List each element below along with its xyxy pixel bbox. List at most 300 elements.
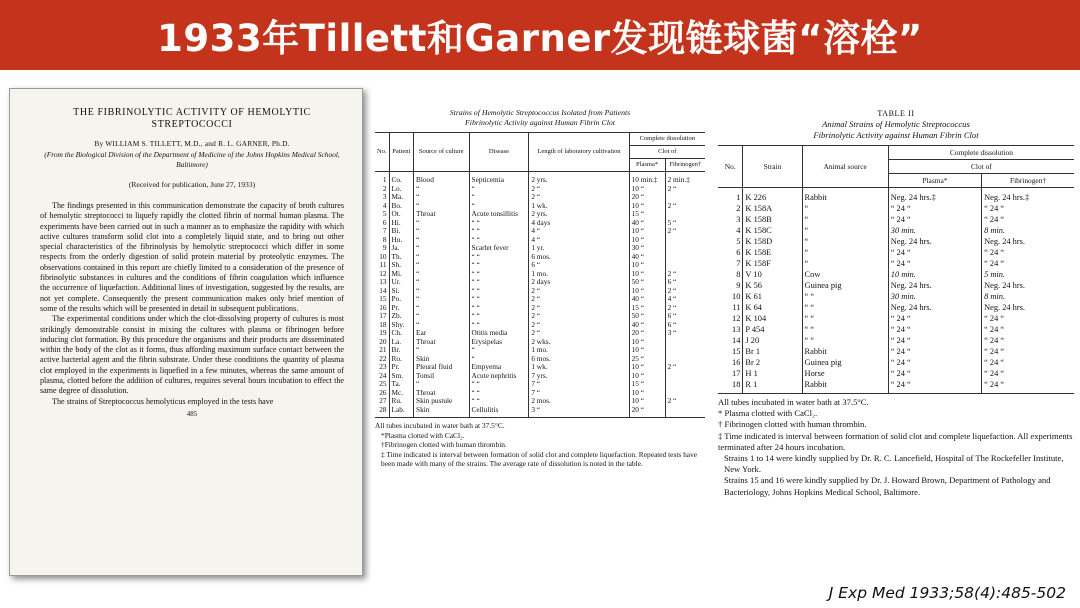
- table2-cell: K 158D: [743, 236, 802, 247]
- table2-cell: K 61: [743, 291, 802, 302]
- table1-cell: 2: [382, 183, 387, 193]
- table2-number: TABLE II: [877, 109, 915, 118]
- table1-cell: 1 yr.: [529, 244, 629, 253]
- table2-note: Strains 15 and 16 were kindly supplied by Dr. J. Howard Brown, Department of Pathology and Bacteriology, Johns Hopkins Medical School, Baltimore.: [724, 475, 1051, 497]
- table1-cell: Ch.: [389, 329, 413, 338]
- table1-cell: “ “: [469, 380, 529, 389]
- table1-cell: “: [414, 193, 470, 202]
- table1-cell: 15: [379, 294, 387, 303]
- paper-authors: By WILLIAM S. TILLETT, M.D., and R. L. GARNER, Ph.D.: [94, 139, 290, 148]
- table2-cell: 15: [732, 347, 741, 356]
- table1-cell: Tonsil: [414, 372, 470, 381]
- table1-cell: 10 “: [629, 202, 665, 211]
- table1-cell: Th.: [389, 253, 413, 262]
- table1-cell: “ “: [469, 389, 529, 398]
- table2-cell: 5: [736, 237, 741, 246]
- table2-cell: “ 24 “: [982, 379, 1074, 394]
- table1-cell: 2 “: [529, 312, 629, 321]
- table1-cell: “: [414, 219, 470, 228]
- table1-cell: [665, 346, 705, 355]
- table2-cell: “: [802, 236, 888, 247]
- table1-cell: Ro.: [389, 355, 413, 364]
- table1-cell: 10 “: [629, 363, 665, 372]
- table1-row: [375, 219, 705, 228]
- table1-cell: 10 min.‡: [629, 172, 665, 185]
- table2-cell: Neg. 24 hrs.‡: [982, 188, 1074, 204]
- table1-cell: Throat: [414, 210, 470, 219]
- table2-cell: 8 min.: [982, 291, 1074, 302]
- table1-cell: 16: [379, 302, 387, 312]
- table1-cell: “ “: [469, 227, 529, 236]
- table2-cell: K 64: [743, 302, 802, 313]
- table1-cell: 2 wks.: [529, 338, 629, 347]
- table1-cell: 2 min.‡: [665, 172, 705, 185]
- table1-cell: 10 “: [629, 397, 665, 406]
- table1-notes: [375, 421, 705, 469]
- table1-cell: Skin: [414, 406, 470, 418]
- table1-cell: Hi.: [389, 219, 413, 228]
- table2-cell: R 1: [743, 379, 802, 394]
- table1-cell: Pr.: [389, 363, 413, 372]
- table1-cell: Lo.: [389, 185, 413, 194]
- table1-header-fibrinogen: Fibrinogen†: [665, 159, 705, 172]
- table1-cell: 5 “: [665, 219, 705, 228]
- table1-cell: Bo.: [389, 202, 413, 211]
- table1-cell: 6 “: [665, 312, 705, 321]
- table2-cell: “ 24 “: [982, 324, 1074, 335]
- table1-cell: 4 “: [529, 236, 629, 245]
- table2-cell: Neg. 24 hrs.: [982, 236, 1074, 247]
- table2-cell: “ “: [802, 302, 888, 313]
- table1-cell: Septicemia: [469, 172, 529, 185]
- table1-cell: 12: [379, 268, 387, 278]
- table1-cell: 4 “: [665, 295, 705, 304]
- table1-cell: “ “: [469, 397, 529, 406]
- table1-cell: “ “: [469, 270, 529, 279]
- table2-cell: “ 24 “: [982, 247, 1074, 258]
- table1-cell: “: [414, 278, 470, 287]
- table1-cell: [665, 244, 705, 253]
- table2-row: [718, 269, 1074, 280]
- table2-note: ‡ Time indicated is interval between formation of solid clot and complete liquefaction. All experiments terminated after 24 hours incubation.: [718, 430, 1073, 452]
- table1-cell: 2 “: [665, 304, 705, 313]
- table1-cell: 4 “: [529, 227, 629, 236]
- table1-note: All tubes incubated in water bath at 37.5°C.: [375, 421, 505, 430]
- table2-cell: “ 24 “: [982, 368, 1074, 379]
- table1-cell: “ “: [469, 287, 529, 296]
- table1-cell: “ “: [469, 219, 529, 228]
- table1-cell: 3 “: [529, 406, 629, 418]
- table2-cell: 8: [736, 270, 741, 279]
- table1-cell: “: [469, 202, 529, 211]
- table2-cell: K 226: [743, 188, 802, 204]
- table2-cell: Neg. 24 hrs.: [888, 280, 981, 291]
- table1-cell: 4: [382, 200, 387, 210]
- table2-cell: “ 24 “: [982, 203, 1074, 214]
- table1-header-length: Length of laboratory cultivation: [529, 133, 629, 172]
- table1-cell: Ot.: [389, 210, 413, 219]
- table1-row: [375, 406, 705, 418]
- table2-cell: 2: [736, 204, 741, 213]
- table1-row: [375, 295, 705, 304]
- table2-row: [718, 368, 1074, 379]
- table2-notes: [718, 397, 1074, 498]
- table1-cell: 17: [379, 311, 387, 320]
- table2-cell: H 1: [743, 368, 802, 379]
- table1-cell: 10 “: [629, 261, 665, 270]
- table2-cell: 30 min.: [888, 291, 981, 302]
- table2-cell: “ “: [802, 313, 888, 324]
- table2-cell: Neg. 24 hrs.: [888, 302, 981, 313]
- table2-grid: [718, 145, 1074, 394]
- table2-row: [718, 335, 1074, 346]
- table1-cell: Shy.: [389, 321, 413, 330]
- table1-cell: 22: [379, 353, 387, 363]
- table2-cell: 10: [732, 292, 741, 301]
- table2-cell: “ 24 “: [982, 357, 1074, 368]
- table2-cell: P 454: [743, 324, 802, 335]
- table1-cell: 6 “: [665, 278, 705, 287]
- paper-title: THE FIBRINOLYTIC ACTIVITY OF HEMOLYTIC STREPTOCOCCI: [73, 107, 311, 130]
- table1-cell: 10 “: [629, 346, 665, 355]
- table1-cell: 10 “: [629, 338, 665, 347]
- table1-cell: 7 yrs.: [529, 372, 629, 381]
- table2-header-clot-of: Clot of: [888, 160, 1074, 174]
- table1-cell: Ur.: [389, 278, 413, 287]
- table2-cell: Neg. 24 hrs.: [982, 302, 1074, 313]
- table1-cell: 10 “: [629, 227, 665, 236]
- table2-cell: 14: [732, 336, 741, 345]
- table1-cell: 15 “: [629, 304, 665, 313]
- table1-cell: 21: [379, 345, 387, 354]
- table2-cell: K 158A: [743, 203, 802, 214]
- table2-caption-1: Animal Strains of Hemolytic Streptococcus: [822, 119, 970, 129]
- table1-cell: 10: [379, 251, 387, 261]
- table1-cell: Ta.: [389, 380, 413, 389]
- table1-cell: “: [414, 287, 470, 296]
- table1-cell: “: [414, 295, 470, 304]
- table2-cell: “ 24 “: [888, 357, 981, 368]
- table2-row: [718, 346, 1074, 357]
- table1-cell: Ja.: [389, 244, 413, 253]
- table2-cell: 8 min.: [982, 225, 1074, 236]
- table1-cell: [665, 253, 705, 262]
- table1-cell: Empyema: [469, 363, 529, 372]
- table2-row: [718, 324, 1074, 335]
- table2-cell: “ 24 “: [982, 313, 1074, 324]
- table2-cell: 18: [718, 379, 743, 394]
- table1-row: [375, 172, 705, 185]
- table2-cell: 11: [732, 303, 741, 312]
- table1-cell: “ “: [469, 321, 529, 330]
- table1-grid: [375, 132, 705, 418]
- table1-cell: 1 mo.: [529, 270, 629, 279]
- table1-row: [375, 287, 705, 296]
- table1-cell: 1 mo.: [529, 346, 629, 355]
- table1-cell: 3: [382, 192, 387, 201]
- table1-cell: Bi.: [389, 227, 413, 236]
- table1-cell: Throat: [414, 389, 470, 398]
- table2-cell: 16: [732, 358, 741, 367]
- table1-cell: 24: [379, 370, 387, 380]
- table2-cell: “ “: [802, 335, 888, 346]
- table1-cell: [665, 372, 705, 381]
- table1-cell: 5: [382, 209, 387, 218]
- table1-cell: 25 “: [629, 355, 665, 364]
- table1-cell: “: [414, 304, 470, 313]
- table1-cell: 2 “: [529, 295, 629, 304]
- table1-cell: Scarlet fever: [469, 244, 529, 253]
- table1-cell: 1: [382, 175, 387, 184]
- table1-cell: 10 “: [629, 270, 665, 279]
- table1-cell: “: [414, 244, 470, 253]
- table1-cell: “: [469, 346, 529, 355]
- table1-cell: “: [414, 227, 470, 236]
- table1-note: *Plasma clotted with CaCl₂.: [381, 430, 465, 440]
- table1-cell: [665, 236, 705, 245]
- table1-cell: 4 days: [529, 219, 629, 228]
- table1-header-complete: Complete dissolution: [629, 133, 705, 146]
- table1-row: [375, 372, 705, 381]
- table2-note: All tubes incubated in water bath at 37.5°C.: [718, 397, 869, 407]
- paper-paragraph: The strains of Streptococcus hemolyticus employed in the tests have: [52, 396, 274, 406]
- table1-cell: 27: [379, 396, 387, 405]
- table1-cell: 8: [382, 234, 387, 244]
- table2-cell: Guinea pig: [802, 280, 888, 291]
- table1-cell: La.: [389, 338, 413, 347]
- table1-note: ‡ Time indicated is interval between formation of solid clot and complete liquefaction. Repeated tests have been made with many of the strains. The average rate of dissolution is noted in the table.: [381, 449, 698, 468]
- table1-cell: 15 “: [629, 380, 665, 389]
- slide-title-bar: [0, 0, 1080, 70]
- paper-first-page-image: [9, 88, 363, 576]
- paper-paragraph: The experimental conditions under which the clot-dissolving property of cultures is most strikingly demonstrable consist in mixing the cultures with plasma or fibrinogen before inducing clot formation. By this procedure the organisms and their products are disseminated within the body of the clot as it forms, thus affording maximum surface contact between the active bacterial agent and the fibrin substrate. Under these conditions the quantity of plasma clot employed in the experiments is liquefied in a few minutes, whereas the same amount of plasma, clotted before the addition of cultures, requires several hours incubation to effect the same degree of dissolution.: [40, 314, 344, 396]
- table1-cell: 10 “: [629, 287, 665, 296]
- table1-cell: “: [414, 202, 470, 211]
- paper-affiliation: (From the Biological Division of the Department of Medicine of the Johns Hopkins Medical School, Baltimore): [44, 150, 340, 169]
- table2-cell: “: [802, 214, 888, 225]
- table1-cell: 18: [379, 319, 387, 329]
- table2-row: [718, 291, 1074, 302]
- table2-cell: 1: [736, 193, 741, 202]
- table1-cell: “ “: [469, 236, 529, 245]
- table2-row: [718, 313, 1074, 324]
- table2-header-strain: Strain: [743, 146, 802, 188]
- table2-note: Strains 1 to 14 were kindly supplied by Dr. R. C. Lancefield, Hospital of The Rockefeller Institute, New York.: [724, 453, 1064, 475]
- table1-note: †Fibrinogen clotted with human thrombin.: [381, 440, 507, 449]
- table2-cell: Neg. 24 hrs.‡: [888, 188, 981, 204]
- table1-cell: 2 “: [529, 185, 629, 194]
- table1-cell: 10 “: [629, 389, 665, 398]
- table2-row: [718, 188, 1074, 204]
- table1-row: [375, 253, 705, 262]
- table1-cell: 6 mos.: [529, 355, 629, 364]
- table2-cell: “ 24 “: [888, 247, 981, 258]
- table1-cell: Otitis media: [469, 329, 529, 338]
- table2-cell: “: [802, 247, 888, 258]
- table1-cell: 15 “: [629, 210, 665, 219]
- table2-cell: “: [802, 203, 888, 214]
- table1-cell: “ “: [469, 253, 529, 262]
- table2-cell: Neg. 24 hrs.: [982, 280, 1074, 291]
- table1-cell: Pr.: [389, 304, 413, 313]
- table1-cell: “: [469, 355, 529, 364]
- table2-cell: J 20: [743, 335, 802, 346]
- table2-cell: Rabbit: [802, 188, 888, 204]
- table2-cell: “ 24 “: [888, 313, 981, 324]
- table1-cell: 3 “: [665, 329, 705, 338]
- table-patient-strains: [375, 108, 705, 469]
- table1-cell: Ru.: [389, 397, 413, 406]
- table1-cell: [665, 406, 705, 418]
- table1-cell: 40 “: [629, 253, 665, 262]
- table2-header-animal: Animal source: [802, 146, 888, 188]
- table1-cell: 2 “: [665, 287, 705, 296]
- table2-row: [718, 225, 1074, 236]
- table1-cell: 20 “: [629, 193, 665, 202]
- table1-cell: 6 mos.: [529, 253, 629, 262]
- table2-cell: Br 2: [743, 357, 802, 368]
- table2-cell: “ 24 “: [888, 203, 981, 214]
- table2-cell: “ 24 “: [888, 258, 981, 269]
- table1-cell: Mc.: [389, 389, 413, 398]
- table1-header-disease: Disease: [469, 133, 529, 172]
- table1-cell: 9: [382, 243, 387, 252]
- table1-cell: 30 “: [629, 244, 665, 253]
- table2-header-fibrinogen: Fibrinogen†: [982, 174, 1074, 188]
- table2-body: [718, 188, 1074, 394]
- table-animal-strains: [718, 108, 1074, 498]
- table1-cell: 7: [382, 226, 387, 235]
- table1-cell: 14: [379, 285, 387, 295]
- table1-cell: “: [414, 185, 470, 194]
- table1-cell: Si.: [389, 287, 413, 296]
- table1-cell: 1 wk.: [529, 202, 629, 211]
- table2-cell: Br 1: [743, 346, 802, 357]
- table2-row: [718, 236, 1074, 247]
- table1-body: [375, 172, 705, 418]
- table2-cell: “ 24 “: [888, 368, 981, 379]
- table1-cell: “: [414, 312, 470, 321]
- table1-cell: “ “: [469, 261, 529, 270]
- table1-cell: “: [414, 236, 470, 245]
- table1-cell: Ear: [414, 329, 470, 338]
- table1-cell: Mi.: [389, 270, 413, 279]
- table1-cell: Acute tonsillitis: [469, 210, 529, 219]
- table2-cell: 10 min.: [888, 269, 981, 280]
- table2-cell: Rabbit: [802, 379, 888, 394]
- table1-cell: “ “: [469, 278, 529, 287]
- table1-cell: Br.: [389, 346, 413, 355]
- table1-cell: 6 “: [665, 321, 705, 330]
- table2-row: [718, 302, 1074, 313]
- table1-row: [375, 304, 705, 313]
- table1-cell: 13: [379, 277, 387, 286]
- table1-cell: Cellulitis: [469, 406, 529, 418]
- table2-header-plasma: Plasma*: [888, 174, 981, 188]
- paper-paragraph: The findings presented in this communication demonstrate the capacity of broth cultures of hemolytic streptococci to liquefy rapidly the clotted fibrin of normal human plasma. The experiments have been carried out in such a manner as to emphasize the rapidity with which active cultures transform solid clot into a completely liquid state, and to bring out other special characteristics of the fibrinolysis by hemolytic streptococci which differ in some respects from the orderly digestion of solid protein material by proteolytic enzymes. The observations contained in this report are chiefly limited to a consideration of the presence of fibrinolytic substances in cultures and the conditions of fibrin coagulation which influence the occurrence of liquefaction. Additional lines of investigation, suggested by the results, are not yet complete. Consequently the present communication makes only brief mention of some of the results which will be presented in detail in subsequent publications.: [40, 201, 344, 313]
- slide-title: 1933年Tillett和Garner发现链球菌“溶栓”: [157, 17, 923, 60]
- table1-cell: 20 “: [629, 329, 665, 338]
- table1-cell: Lab.: [389, 406, 413, 418]
- table1-cell: “ “: [469, 312, 529, 321]
- table1-cell: 40 “: [629, 295, 665, 304]
- table2-row: [718, 247, 1074, 258]
- table2-cell: 5 min.: [982, 269, 1074, 280]
- table1-cell: Po.: [389, 295, 413, 304]
- table1-cell: “ “: [469, 304, 529, 313]
- journal-citation: J Exp Med 1933;58(4):485-502: [828, 584, 1066, 602]
- table2-cell: Horse: [802, 368, 888, 379]
- table1-cell: 11: [379, 260, 387, 269]
- table2-row: [718, 280, 1074, 291]
- table1-header-clot-of: Clot of: [629, 146, 705, 159]
- table2-cell: “ 24 “: [888, 335, 981, 346]
- table1-cell: “: [414, 253, 470, 262]
- table1-cell: 6: [382, 217, 387, 227]
- table2-cell: K 158E: [743, 247, 802, 258]
- table1-cell: 10 “: [629, 185, 665, 194]
- table2-row: [718, 379, 1074, 394]
- table2-row: [718, 357, 1074, 368]
- table1-cell: 2 “: [665, 227, 705, 236]
- table1-cell: Throat: [414, 338, 470, 347]
- table1-row: [375, 278, 705, 287]
- table1-cell: [665, 380, 705, 389]
- table2-cell: 30 min.: [888, 225, 981, 236]
- table2-cell: K 158C: [743, 225, 802, 236]
- table1-cell: “ “: [469, 295, 529, 304]
- table1-cell: “: [414, 346, 470, 355]
- table2-cell: “ 24 “: [982, 258, 1074, 269]
- table2-cell: “ 24 “: [982, 335, 1074, 346]
- table1-cell: 28: [375, 406, 389, 418]
- table1-cell: Pleural fluid: [414, 363, 470, 372]
- table2-caption-2: Fibrinolytic Activity against Human Fibrin Clot: [813, 130, 979, 140]
- table1-cell: “: [414, 321, 470, 330]
- table2-cell: “ “: [802, 291, 888, 302]
- table2-cell: “ 24 “: [888, 214, 981, 225]
- table2-cell: 9: [736, 281, 741, 290]
- table1-cell: 2 “: [665, 363, 705, 372]
- table1-cell: “: [414, 380, 470, 389]
- table1-cell: Hu.: [389, 236, 413, 245]
- table2-cell: “: [802, 258, 888, 269]
- table1-cell: Sh.: [389, 261, 413, 270]
- table2-cell: 6: [736, 248, 741, 257]
- table2-cell: K 56: [743, 280, 802, 291]
- table1-cell: 10 “: [629, 372, 665, 381]
- table2-cell: “ 24 “: [888, 324, 981, 335]
- table2-cell: K 158F: [743, 258, 802, 269]
- table1-cell: 26: [379, 387, 387, 397]
- table1-cell: 40 “: [629, 219, 665, 228]
- table1-cell: “: [469, 185, 529, 194]
- table1-cell: Blood: [414, 172, 470, 185]
- table1-cell: 2 “: [529, 329, 629, 338]
- table2-cell: “ 24 “: [982, 346, 1074, 357]
- table2-cell: 17: [732, 369, 741, 378]
- table1-row: [375, 312, 705, 321]
- table2-cell: Neg. 24 hrs.: [888, 236, 981, 247]
- table2-note: † Fibrinogen clotted with human thrombin.: [718, 419, 867, 430]
- table1-cell: 7 “: [529, 389, 629, 398]
- table2-cell: “: [802, 225, 888, 236]
- table1-row: [375, 227, 705, 236]
- table2-cell: “ 24 “: [982, 214, 1074, 225]
- table1-cell: 25: [379, 379, 387, 388]
- table1-cell: 2 “: [529, 193, 629, 202]
- table1-cell: Co.: [389, 172, 413, 185]
